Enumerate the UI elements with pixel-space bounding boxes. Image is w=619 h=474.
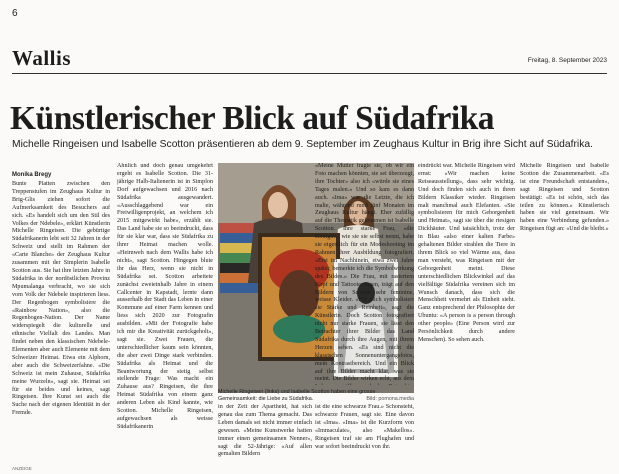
photo-credit: Bild: pomona.media (366, 395, 414, 402)
lead-text: Michelle Ringeisen und Isabelle Scotton präsentieren ab dem 9. September im Zeughaus Kultur in Brig ihre Sicht auf Südafrika. (12, 139, 593, 150)
column-text: Michelle Ringeisen und Isabelle Scotton die Zusammenarbeit. «Es ist eine Freundschaft entstanden», sagt Ringeisen und Scotton bestätigt: «Es ist schön, sich das teilen zu können.» Künstlerisch haben sie viel gemeinsam. Wir haben eine Verbindung gefunden.» Ringeisen fügt an: «Und die bleibt.» (520, 163, 609, 233)
column-text: eindrückt war. Michelle Ringeisen wird ernst: «Wir machen keine Reiseausstellung», dass sehr wichtig. Und doch finden sich auch in ihren Bildern Klassiker wieder. Ringeisen malt manchmal auch Elefanten. «Sie symbolisieren für mich Geborgenheit und Heimat», sagt sie über die riesigen Dickhäuter. Und tatsächlich, trotz der in Blau «also einer kalten Farbe» gehaltenen Bilder strahlen die Tiere in ihrem Blick so viel Wärme aus, dass man versteht, was Ringeisen mit der Geborgenheit meint. Diese unterschiedlichen Blickwinkel auf das vielfältige Südafrika vereinen sich im Wunsch danach, dass sich die Menschheit vermehrt als Einheit sieht. Ganz entsprechend der Philosophie der Ubuntu: «A person is a person through other people» (Eine Person wird zur Persönlichkeit durch andere Menschen). So sehen auch. (418, 163, 515, 343)
author-byline: Monika Bregy (12, 172, 52, 178)
article-column-6 (418, 163, 515, 463)
ad-label: ANZEIGE (12, 466, 32, 471)
caption-text: Michelle Ringeisen (links) und Isabelle Scotton haben eine grosse Gemeinsamkeit: die Liebe zu Südafrika. (218, 389, 376, 402)
article-column-7 (520, 163, 609, 463)
article-column-1 (12, 181, 110, 463)
page-number: 6 (12, 8, 18, 19)
article-column-2 (117, 163, 213, 463)
photo-caption (218, 389, 414, 402)
column-text: Ähnlich und doch genau umgekehrt ergeht es Isabelle Scotton. Die 31-jährige Halb-Italienerin ist in Simplon Dorf aufgewachsen und 2016 nach Südafrika ausgewandert. «Ausschlaggebend war ein Freiwilligenprojekt, an welchem ich 2015 mitgewirkt habe», erzählt sie. Das Land habe sie so beeindruckt, dass für sie klar war, dass sie Südafrika zu ihrer Heimat machen wolle. «Heimweh nach dem Wallis habe ich nicht», sagt Scotton. Hingegen blute ihr das Herz, wenn sie nicht in Südafrika sei. Scotton arbeitete zunächst zweieinhalb Jahre in einem Callcenter in Kapstadt, lernte dann ausserhalb der Stadt das Leben in einer Kommune auf einer Farm kennen und liess sich 2020 zur Fotografin ausbilden. «Mit der Fotografie habe ich mir die Kreativität zurückgeholt», sagt sie. Zwei Frauen, die unterschiedlicher kaum sein könnten, die aber zwei Dinge stark verbinden. Südafrika als Heimat und die Beantwortung der stetig selbst stellende Frage: Was macht ein Zuhause aus? Ringeisen, die ihre Heimat Südafrika von einem ganz anderen Leben als Kind kannte, wie Scotton. Michelle Ringeisen, aufgewachsen als weisse Südafrikanerin (117, 163, 213, 430)
issue-date: Freitag, 8. September 2023 (527, 57, 607, 64)
column-text: ist die eine schwarze Frau.» Schonsteht, schwarze Frauen, sagt sie. Eine davon ist «Ima». «Ima» ist die Kurzform von «Immaculate», also «Makellos». Ringeisen traf sie am Flughafen und war sofort beeindruckt von ihr. (315, 404, 414, 450)
column-text: «Meine Mutter fragte sie, ob wir ein Foto machen könnten, sie sei überzeugt, ihre Tochter» also ich «würde sie eines Tages malen.» Und so kam es dann auch. «Ima» war die Letzte, die ich malte, während rund fünf Monaten im Zeughaus Kultur hängt. Eher zufällig auf die Thematik gekommen ist Isabelle Scotton. Ihre starke Frau, «die Königin», wie sie sie selbst nennt, habe sie eigentlich für ein Modeshooting im Rahmen ihrer Ausbildung fotografiert. «Erst im Nachhinein, etwa zwei Jahre später, bemerkte ich die Symbolwirkung des Bildes.» Die Frau, mit rasiertem Kopf und Tattooierungen, trägt auf den Bildern von Scotton sehr feminine, weisse Kleider. «Für mich symbolisiert sie Stärke und Reinheit», sagt die Künstlerin. Doch Scotton fotografiert nicht nur starke Frauen, sie lässt den Betrachter ihrer Bilder das Land Südafrika durch ihre Augen, mit ihrem Herzen sehen. «Es sind nicht die klassischen Sonnenuntergangsfotos, mein Kontrastbereich. Und ein Blick auf ihre Bilder macht klar, was sie meint. Die Bilder wirken echt, aus dem (315, 163, 414, 383)
article-column-3 (218, 404, 312, 464)
article-column-4 (315, 404, 414, 464)
article-column-5 (315, 163, 414, 385)
section-title: Wallis (12, 46, 72, 70)
column-text: in der Zeit der Apartheid, hat sich genau das zum Thema gemacht. Das Leben damals sei nicht immer einfach gewesen. «Meine Kunstwerke hatten immer einen gemeinsamen Nenner», sagt die 52-Jährige: «Auf allen gemalten Bildern (218, 404, 312, 458)
headline: Künstlerischer Blick auf Südafrika (10, 100, 495, 137)
header-divider (12, 73, 607, 74)
column-text: Bunte Platten zwischen den Treppenstufen im Zeughaus Kultur in Brig-Glis ziehen sofort die Aufmerksamkeit des Besuchers auf sich. «Es handelt sich um den Stil des Volkes der Ndebele», erklärt Künstlerin Michelle Ringeisen. Die gebürtige Südafrikanerin lebt seit 32 Jahren in der Schweiz und stellt im Rahmen der «Carte Blanche» der Zeughaus Kultur zusammen mit der Simplerin Isabelle Scotton aus. Sie hat ihre letzten Jahre in Südafrika in der nordöstlichen Provinz Mpumalanga verbracht, wo sie sich vom Volk der Ndebele inspirieren liess. Der Regenbogen symbolisiere die «Rainbow Nation», also die Regenbogen-Nation. Der Name widerspiegelt die kulturelle und ethnische Vielfalt des Landes. Man findet neben den klassischen Ndebele-Elementen aber auch Elemente mit dem Schweizer Heimat. Etwa ein Alphorn, aber auch die Schweizerfahne. «Die Schweiz ist mein Zuhause, Südafrika meine Wurzeln», sagt sie. Heimat sei für sie beides und keines, sagt Ringeisen. Ihre Kunst sei auch die Suche nach der eigenen Identität in der Fremde. (12, 181, 110, 417)
